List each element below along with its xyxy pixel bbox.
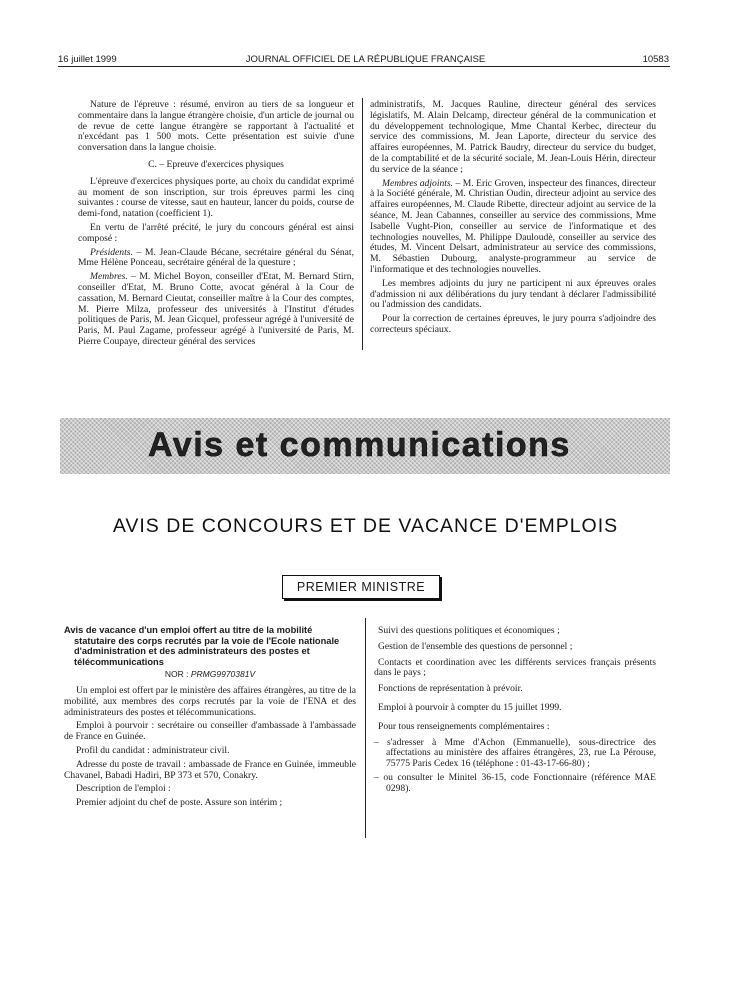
paragraph: Les membres adjoints du jury ne participent ni aux épreuves orales d'admission ni aux délibérations du jury tendant à déclarer l'admissibilité ou l'admission des candidats. (370, 277, 656, 311)
adjoints-label: Membres adjoints. (382, 177, 454, 189)
section-heading: C. – Epreuve d'exercices physiques (148, 158, 284, 170)
paragraph: administratifs, M. Jacques Rauline, directeur général des services législatifs, M. Alain Delcamp, directeur général de la communication et du développement technologique, Mme Chantal Kerbec, directeur du service des commissions, M. Jean Laporte, directeur du service des affaires européennes, M. Patrick Baudry, directeur du service du budget, de la comptabilité et de la sécurité sociale, M. Jean-Louis Hérin, directeur du service de la séance ; (370, 99, 656, 175)
paragraph: Un emploi est offert par le ministère des affaires étrangères, au titre de la mobilité, aux membres des corps recrutés par la voie de l'ENA et des administrateurs des postes et télécommunications. (64, 685, 356, 718)
paragraph: Gestion de l'ensemble des questions de personnel ; (378, 640, 573, 652)
paragraph: Emploi à pourvoir à compter du 15 juillet 1999. (378, 701, 562, 713)
presidents-paragraph (78, 248, 354, 270)
top-left-column (78, 100, 354, 348)
paragraph: Description de l'emploi : (76, 783, 171, 795)
paragraph: L'épreuve d'exercices physiques porte, au choix du candidat exprimé au moment de son inscription, sur trois épreuves parmi les cinq suivantes : course de vitesse, saut en hauteur, lancer du poids, course de demi-fond, natation (coefficient 1). (78, 175, 354, 220)
paragraph: En vertu de l'arrêté précité, le jury du concours général est ainsi composé : (78, 221, 354, 244)
paragraph: Adresse du poste de travail : ambassade de France en Guinée, immeuble Chavanel, Babadi Hadiri, BP 373 et 570, Conakry. (64, 758, 356, 781)
presidents-text: – M. Jean-Claude Bécane, secrétaire général du Sénat, Mme Hélène Ponceau, secrétaire général de la questure ; (78, 246, 354, 269)
list-item: – s'adresser à Mme d'Achon (Emmanuelle), sous-directrice des affectations au ministère des affaires étrangères, 23, rue La Pérouse, 75775 Paris Cedex 16 (téléphone : 01-43-17-66-80) ; (374, 736, 656, 770)
members-label: Membres. (90, 271, 128, 283)
top-right-column (370, 100, 656, 336)
notice-title-rest: statutaire des corps recrutés par la voie de l'Ecole nationale d'administration et des administrateurs des postes et télécommunications (74, 635, 340, 667)
paragraph: Nature de l'épreuve : résumé, environ au tiers de sa longueur et commentaire dans la langue étrangère choisie, d'un article de journal ou de revue de cette langue étrangère se rapportant à l'actualité et n'excédant pas 1 500 mots. Cette présentation est suivie d'une conversation dans la langue choisie. (78, 99, 354, 154)
header-rule (58, 66, 670, 67)
notice-title (64, 625, 356, 667)
paragraph: Emploi à pourvoir : secrétaire ou conseiller d'ambassade à l'ambassade de France en Guinée. (64, 720, 356, 743)
paragraph: Pour tous renseignements complémentaires : (378, 720, 550, 732)
column-divider (362, 98, 363, 350)
page-number: 10583 (642, 54, 669, 65)
bottom-left-column (64, 686, 356, 809)
journal-title: JOURNAL OFFICIEL DE LA RÉPUBLIQUE FRANÇAISE (245, 54, 486, 65)
list-item: – ou consulter le Minitel 36-15, code Fonctionnaire (référence MAE 0298). (374, 771, 656, 794)
adjoints-text: – M. Eric Groven, inspecteur des finances, directeur à la Société générale, M. Christian Oudin, directeur adjoint au service des affaires européennes, M. Claude Ribette, directeur adjoint au service de la séance, M. Jean Cabannes, conseiller au service des commissions, Mme Isabelle Vught-Pion, conseiller au service de l'informatique et des technologies nouvelles, M. Philippe Dauloudè, conseiller au service des études, M. Vincent Delsart, administrateur au service des commissions, M. Sébastien Dubourg, analyste-programmeur au service de l'informatique et des technologies nouvelles. (370, 177, 656, 275)
bottom-right-column (374, 626, 656, 795)
paragraph: Fonctions de représentation à prévoir. (378, 683, 523, 695)
ministry-box: PREMIER MINISTRE (282, 575, 440, 599)
section-banner (60, 418, 670, 474)
nor-reference (64, 669, 356, 679)
paragraph: Pour la correction de certaines épreuves, le jury pourra s'adjoindre des correcteurs spéciaux. (370, 313, 656, 335)
notice-title-first: Avis de vacance d'un emploi offert au titre de la mobilité (64, 625, 313, 635)
members-paragraph (78, 272, 354, 348)
column-divider (365, 618, 366, 838)
banner-title: Avis et communications (148, 426, 571, 464)
paragraph: Contacts et coordination avec les différents services français présents dans le pays ; (374, 656, 656, 679)
members-text: – M. Michel Boyon, conseiller d'Etat, M. Bernard Stirn, conseiller d'Etat, M. Bruno Cotte, avocat général à la Cour de cassation, M. Bernard Cieutat, conseiller maître à la Cour des comptes, M. Pierre Milza, professeur des universités à l'Institut d'études politiques de Paris, M. Jean Gicquel, professeur agrégé à l'université de Paris, M. Paul Zagame, professeur agrégé à l'université de Paris, M. Pierre Coupaye, directeur général des services (78, 271, 354, 347)
nor-code: PRMG9970381V (190, 669, 256, 679)
presidents-label: Présidents. (90, 246, 133, 258)
issue-date: 16 juillet 1999 (58, 54, 117, 65)
adjoints-paragraph (370, 179, 656, 276)
section-title: AVIS DE CONCOURS ET DE VACANCE D'EMPLOIS (112, 515, 619, 537)
paragraph: Premier adjoint du chef de poste. Assure son intérim ; (76, 797, 283, 809)
paragraph: Suivi des questions politiques et économiques ; (378, 625, 560, 636)
paragraph: Profil du candidat : administrateur civil. (76, 744, 230, 756)
nor-label: NOR : (164, 669, 189, 679)
